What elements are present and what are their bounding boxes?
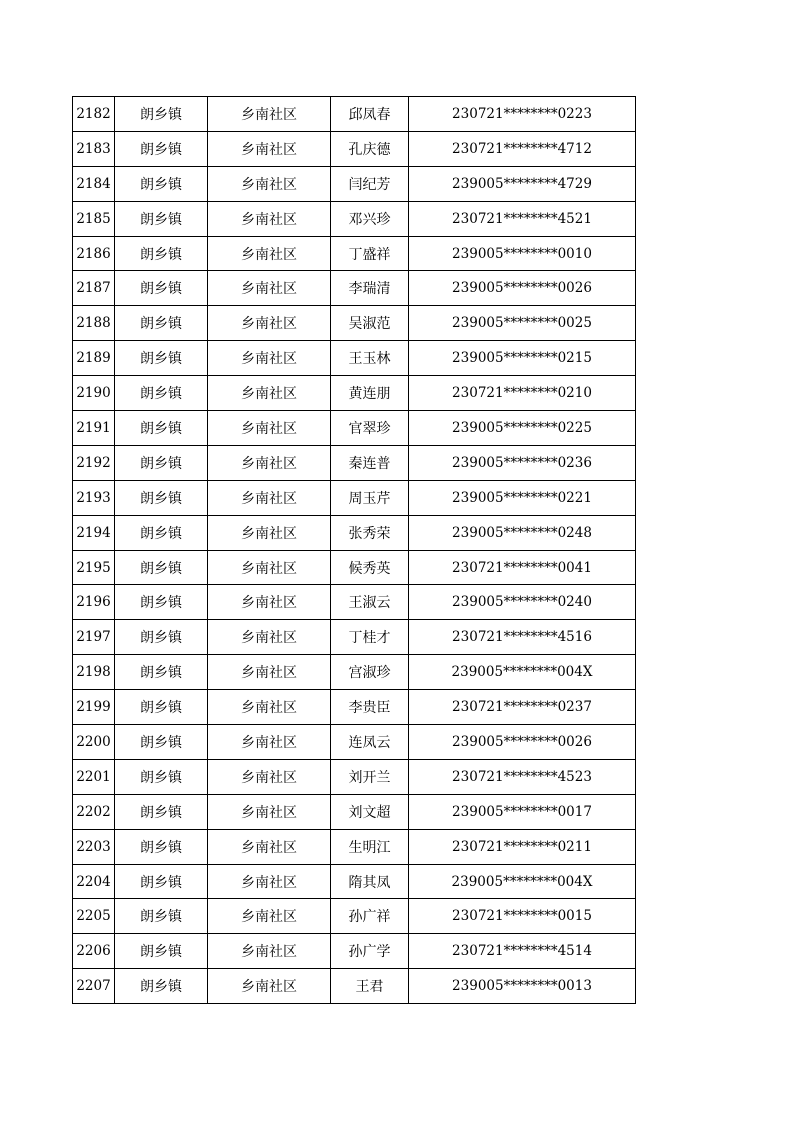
serial-number-cell: 2207 — [73, 969, 115, 1004]
id-number-cell: 239005********0225 — [409, 411, 636, 446]
community-cell: 乡南社区 — [208, 166, 331, 201]
serial-number-cell: 2190 — [73, 376, 115, 411]
town-cell: 朗乡镇 — [115, 620, 208, 655]
town-cell: 朗乡镇 — [115, 794, 208, 829]
serial-number-cell: 2195 — [73, 550, 115, 585]
table-row — [73, 969, 636, 1004]
town-cell: 朗乡镇 — [115, 445, 208, 480]
community-cell: 乡南社区 — [208, 97, 331, 132]
town-cell: 朗乡镇 — [115, 864, 208, 899]
community-cell: 乡南社区 — [208, 550, 331, 585]
community-cell: 乡南社区 — [208, 899, 331, 934]
table-row — [73, 306, 636, 341]
town-cell: 朗乡镇 — [115, 550, 208, 585]
person-name-cell: 连凤云 — [331, 725, 409, 760]
town-cell: 朗乡镇 — [115, 655, 208, 690]
town-cell: 朗乡镇 — [115, 131, 208, 166]
person-name-cell: 孙广学 — [331, 934, 409, 969]
serial-number-cell: 2186 — [73, 236, 115, 271]
serial-number-cell: 2199 — [73, 690, 115, 725]
serial-number-cell: 2203 — [73, 829, 115, 864]
person-name-cell: 官翠珍 — [331, 411, 409, 446]
table-row — [73, 480, 636, 515]
table-row — [73, 864, 636, 899]
community-cell: 乡南社区 — [208, 445, 331, 480]
id-number-cell: 239005********0248 — [409, 515, 636, 550]
roster-table-body — [73, 97, 636, 1004]
id-number-cell: 230721********4523 — [409, 759, 636, 794]
table-row — [73, 97, 636, 132]
community-cell: 乡南社区 — [208, 794, 331, 829]
town-cell: 朗乡镇 — [115, 934, 208, 969]
id-number-cell: 230721********4514 — [409, 934, 636, 969]
id-number-cell: 239005********004X — [409, 864, 636, 899]
id-number-cell: 239005********4729 — [409, 166, 636, 201]
table-row — [73, 515, 636, 550]
community-cell: 乡南社区 — [208, 655, 331, 690]
table-row — [73, 725, 636, 760]
serial-number-cell: 2182 — [73, 97, 115, 132]
table-row — [73, 341, 636, 376]
town-cell: 朗乡镇 — [115, 166, 208, 201]
table-row — [73, 829, 636, 864]
serial-number-cell: 2187 — [73, 271, 115, 306]
table-row — [73, 166, 636, 201]
id-number-cell: 239005********0026 — [409, 725, 636, 760]
id-number-cell: 239005********0013 — [409, 969, 636, 1004]
id-number-cell: 239005********0026 — [409, 271, 636, 306]
community-cell: 乡南社区 — [208, 306, 331, 341]
table-row — [73, 759, 636, 794]
serial-number-cell: 2206 — [73, 934, 115, 969]
person-name-cell: 秦连普 — [331, 445, 409, 480]
town-cell: 朗乡镇 — [115, 969, 208, 1004]
serial-number-cell: 2191 — [73, 411, 115, 446]
id-number-cell: 239005********004X — [409, 655, 636, 690]
id-number-cell: 230721********0211 — [409, 829, 636, 864]
id-number-cell: 230721********0237 — [409, 690, 636, 725]
person-name-cell: 生明江 — [331, 829, 409, 864]
serial-number-cell: 2194 — [73, 515, 115, 550]
town-cell: 朗乡镇 — [115, 97, 208, 132]
table-row — [73, 271, 636, 306]
person-name-cell: 王淑云 — [331, 585, 409, 620]
id-number-cell: 239005********0017 — [409, 794, 636, 829]
town-cell: 朗乡镇 — [115, 899, 208, 934]
id-number-cell: 230721********4521 — [409, 201, 636, 236]
table-row — [73, 445, 636, 480]
community-cell: 乡南社区 — [208, 690, 331, 725]
table-row — [73, 411, 636, 446]
id-number-cell: 230721********0210 — [409, 376, 636, 411]
serial-number-cell: 2205 — [73, 899, 115, 934]
id-number-cell: 230721********0015 — [409, 899, 636, 934]
person-name-cell: 周玉芹 — [331, 480, 409, 515]
town-cell: 朗乡镇 — [115, 201, 208, 236]
person-name-cell: 邱凤春 — [331, 97, 409, 132]
community-cell: 乡南社区 — [208, 271, 331, 306]
table-row — [73, 934, 636, 969]
table-row — [73, 585, 636, 620]
serial-number-cell: 2185 — [73, 201, 115, 236]
person-name-cell: 黄连朋 — [331, 376, 409, 411]
town-cell: 朗乡镇 — [115, 759, 208, 794]
serial-number-cell: 2188 — [73, 306, 115, 341]
id-number-cell: 239005********0010 — [409, 236, 636, 271]
community-cell: 乡南社区 — [208, 201, 331, 236]
table-row — [73, 236, 636, 271]
serial-number-cell: 2197 — [73, 620, 115, 655]
id-number-cell: 230721********0223 — [409, 97, 636, 132]
town-cell: 朗乡镇 — [115, 306, 208, 341]
serial-number-cell: 2201 — [73, 759, 115, 794]
person-name-cell: 王君 — [331, 969, 409, 1004]
person-name-cell: 邓兴珍 — [331, 201, 409, 236]
town-cell: 朗乡镇 — [115, 411, 208, 446]
community-cell: 乡南社区 — [208, 969, 331, 1004]
person-name-cell: 刘开兰 — [331, 759, 409, 794]
serial-number-cell: 2183 — [73, 131, 115, 166]
id-number-cell: 239005********0236 — [409, 445, 636, 480]
community-cell: 乡南社区 — [208, 376, 331, 411]
serial-number-cell: 2202 — [73, 794, 115, 829]
person-name-cell: 李瑞清 — [331, 271, 409, 306]
table-row — [73, 376, 636, 411]
town-cell: 朗乡镇 — [115, 341, 208, 376]
person-name-cell: 丁盛祥 — [331, 236, 409, 271]
serial-number-cell: 2200 — [73, 725, 115, 760]
community-cell: 乡南社区 — [208, 585, 331, 620]
town-cell: 朗乡镇 — [115, 236, 208, 271]
table-row — [73, 201, 636, 236]
person-name-cell: 孔庆德 — [331, 131, 409, 166]
serial-number-cell: 2184 — [73, 166, 115, 201]
id-number-cell: 239005********0025 — [409, 306, 636, 341]
table-row — [73, 620, 636, 655]
town-cell: 朗乡镇 — [115, 725, 208, 760]
person-name-cell: 宫淑珍 — [331, 655, 409, 690]
id-number-cell: 230721********0041 — [409, 550, 636, 585]
serial-number-cell: 2189 — [73, 341, 115, 376]
community-cell: 乡南社区 — [208, 864, 331, 899]
person-name-cell: 孙广祥 — [331, 899, 409, 934]
community-cell: 乡南社区 — [208, 620, 331, 655]
town-cell: 朗乡镇 — [115, 690, 208, 725]
community-cell: 乡南社区 — [208, 759, 331, 794]
community-cell: 乡南社区 — [208, 934, 331, 969]
community-cell: 乡南社区 — [208, 341, 331, 376]
table-row — [73, 550, 636, 585]
table-row — [73, 899, 636, 934]
id-number-cell: 230721********4516 — [409, 620, 636, 655]
serial-number-cell: 2198 — [73, 655, 115, 690]
person-name-cell: 吴淑范 — [331, 306, 409, 341]
person-name-cell: 刘文超 — [331, 794, 409, 829]
town-cell: 朗乡镇 — [115, 585, 208, 620]
table-row — [73, 131, 636, 166]
id-number-cell: 230721********4712 — [409, 131, 636, 166]
community-cell: 乡南社区 — [208, 411, 331, 446]
person-name-cell: 张秀荣 — [331, 515, 409, 550]
id-number-cell: 239005********0221 — [409, 480, 636, 515]
table-row — [73, 794, 636, 829]
person-name-cell: 闫纪芳 — [331, 166, 409, 201]
table-row — [73, 690, 636, 725]
serial-number-cell: 2193 — [73, 480, 115, 515]
town-cell: 朗乡镇 — [115, 271, 208, 306]
person-name-cell: 王玉林 — [331, 341, 409, 376]
serial-number-cell: 2204 — [73, 864, 115, 899]
roster-table — [72, 96, 636, 1004]
table-row — [73, 655, 636, 690]
id-number-cell: 239005********0215 — [409, 341, 636, 376]
person-name-cell: 丁桂才 — [331, 620, 409, 655]
community-cell: 乡南社区 — [208, 515, 331, 550]
serial-number-cell: 2192 — [73, 445, 115, 480]
town-cell: 朗乡镇 — [115, 829, 208, 864]
community-cell: 乡南社区 — [208, 131, 331, 166]
person-name-cell: 候秀英 — [331, 550, 409, 585]
town-cell: 朗乡镇 — [115, 515, 208, 550]
person-name-cell: 李贵臣 — [331, 690, 409, 725]
community-cell: 乡南社区 — [208, 829, 331, 864]
serial-number-cell: 2196 — [73, 585, 115, 620]
community-cell: 乡南社区 — [208, 725, 331, 760]
id-number-cell: 239005********0240 — [409, 585, 636, 620]
town-cell: 朗乡镇 — [115, 480, 208, 515]
town-cell: 朗乡镇 — [115, 376, 208, 411]
community-cell: 乡南社区 — [208, 236, 331, 271]
community-cell: 乡南社区 — [208, 480, 331, 515]
person-name-cell: 隋其凤 — [331, 864, 409, 899]
